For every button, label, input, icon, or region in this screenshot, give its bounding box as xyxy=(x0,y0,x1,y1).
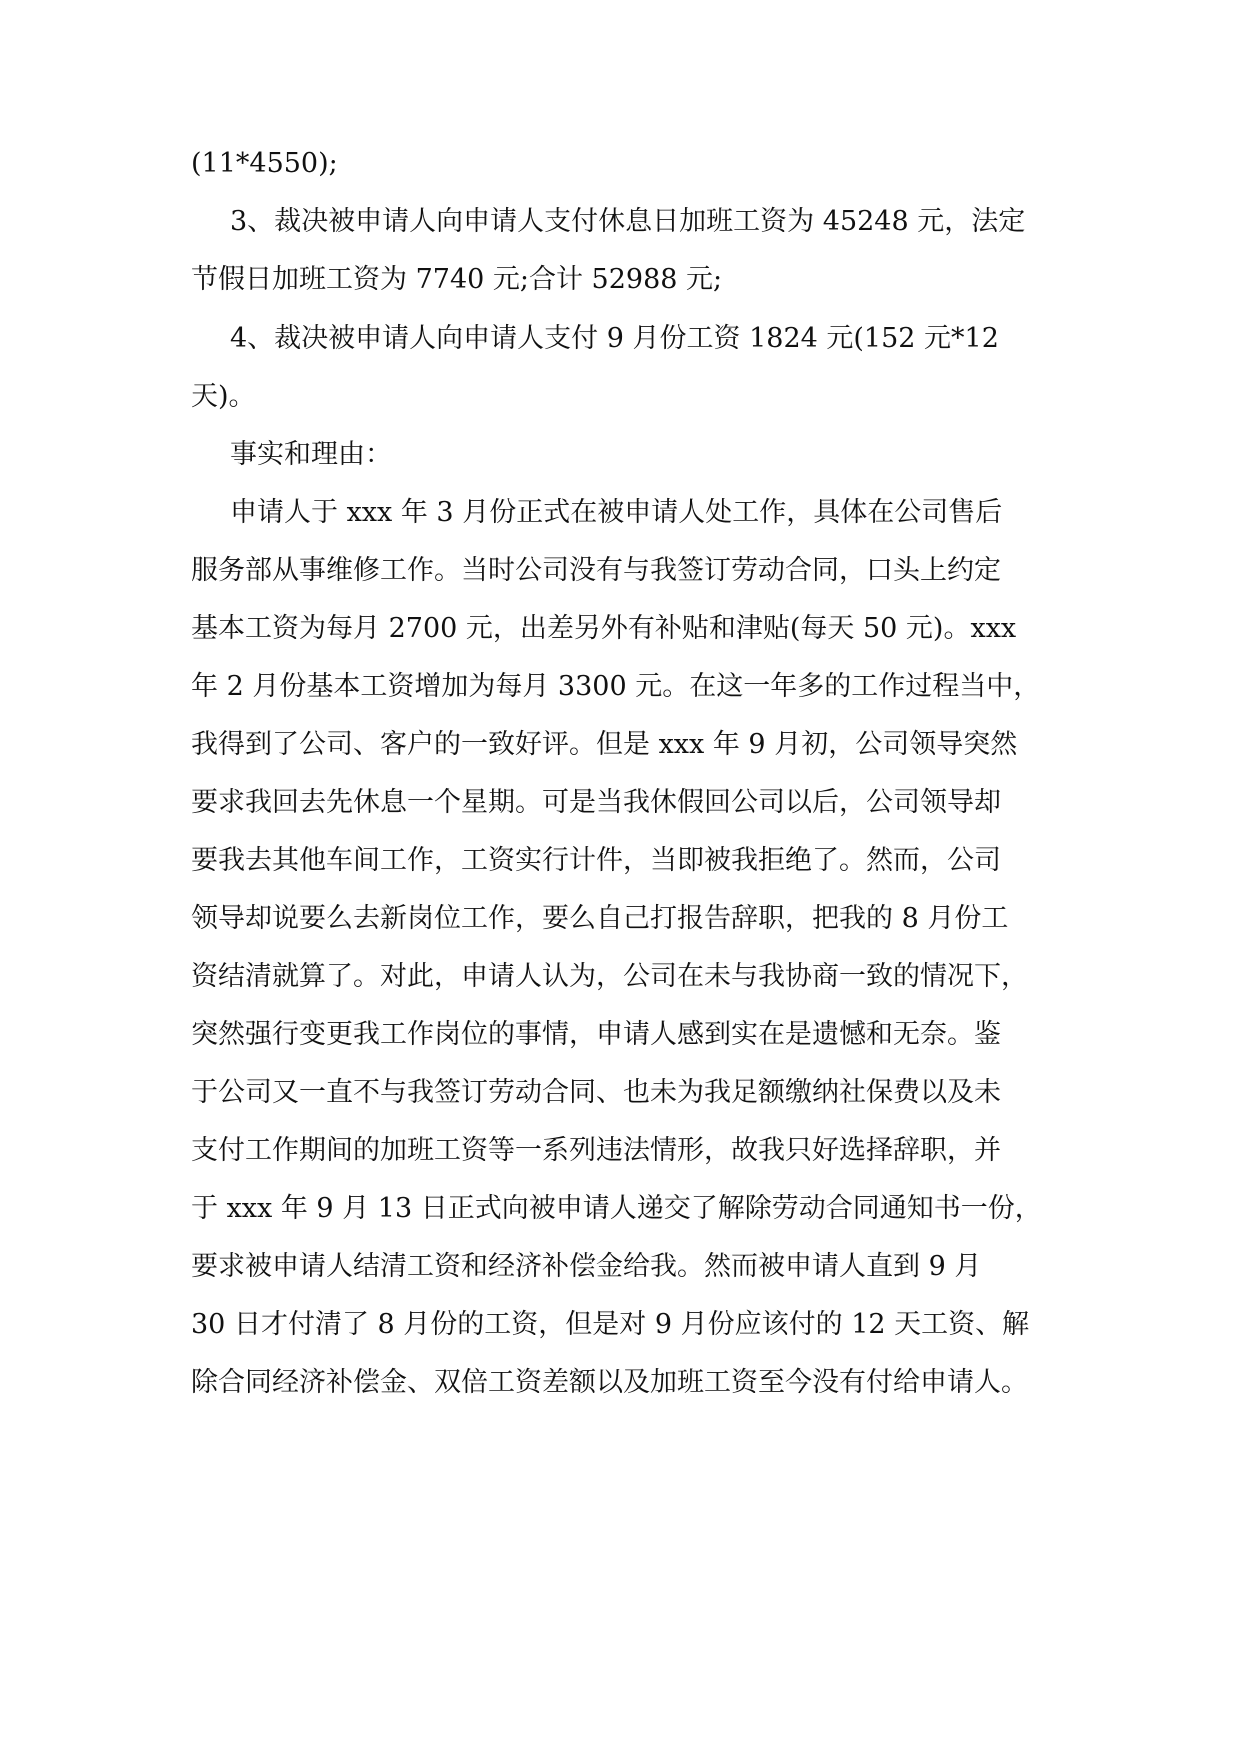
text-line: 要求被申请人结清工资和经济补偿金给我。然而被申请人直到 9 月 xyxy=(191,1251,982,1282)
text-line: 除合同经济补偿金、双倍工资差额以及加班工资至今没有付给申请人。 xyxy=(191,1367,1028,1398)
text-line: 资结清就算了。对此，申请人认为，公司在未与我协商一致的情况下， xyxy=(191,961,1028,992)
text-line: 突然强行变更我工作岗位的事情，申请人感到实在是遗憾和无奈。鉴 xyxy=(191,1019,1001,1050)
text-line: 支付工作期间的加班工资等一系列违法情形，故我只好选择辞职，并 xyxy=(191,1135,1001,1166)
text-line: 服务部从事维修工作。当时公司没有与我签订劳动合同，口头上约定 xyxy=(191,555,1001,586)
text-line: 领导却说要么去新岗位工作，要么自己打报告辞职，把我的 8 月份工 xyxy=(191,903,1009,934)
text-line: (11*4550); xyxy=(191,148,338,179)
text-line: 申请人于 xxx 年 3 月份正式在被申请人处工作，具体在公司售后 xyxy=(230,497,1003,528)
text-line: 4、裁决被申请人向申请人支付 9 月份工资 1824 元(152 元*12 xyxy=(230,323,999,354)
text-line: 要我去其他车间工作，工资实行计件，当即被我拒绝了。然而，公司 xyxy=(191,845,1001,876)
text-line: 于公司又一直不与我签订劳动合同、也未为我足额缴纳社保费以及未 xyxy=(191,1077,1001,1108)
text-line: 30 日才付清了 8 月份的工资，但是对 9 月份应该付的 12 天工资、解 xyxy=(191,1309,1030,1340)
text-line: 于 xxx 年 9 月 13 日正式向被申请人递交了解除劳动合同通知书一份， xyxy=(191,1193,1042,1224)
text-line: 要求我回去先休息一个星期。可是当我休假回公司以后，公司领导却 xyxy=(191,787,1001,818)
text-line: 我得到了公司、客户的一致好评。但是 xxx 年 9 月初，公司领导突然 xyxy=(191,729,1018,760)
text-line: 3、裁决被申请人向申请人支付休息日加班工资为 45248 元，法定 xyxy=(230,206,1026,237)
text-line: 天)。 xyxy=(191,381,256,412)
text-line: 节假日加班工资为 7740 元;合计 52988 元; xyxy=(191,264,723,295)
text-line: 年 2 月份基本工资增加为每月 3300 元。在这一年多的工作过程当中， xyxy=(191,671,1041,702)
text-line: 基本工资为每月 2700 元，出差另外有补贴和津贴(每天 50 元)。xxx xyxy=(191,613,1017,644)
section-heading: 事实和理由： xyxy=(230,439,392,470)
